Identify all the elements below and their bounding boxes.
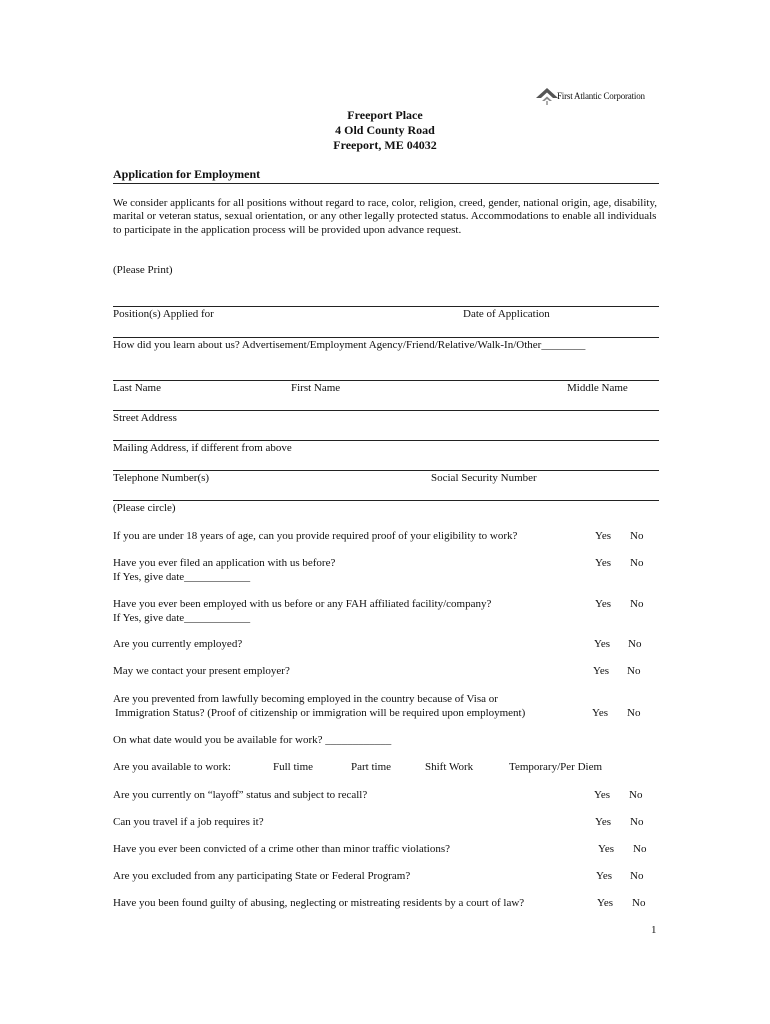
first-name-label: First Name [291,382,341,394]
logo-mark-icon [535,86,559,106]
question-guilty: Have you been found guilty of abusing, neglecting or mistreating residents by a court of law? [113,897,525,909]
header-line-1: Freeport Place [347,108,423,122]
question-excluded: Are you excluded from any participating State or Federal Program? [113,870,411,882]
ssn-label: Social Security Number [431,472,537,484]
answer-yes[interactable]: Yes [595,598,612,610]
circle-line [113,500,659,501]
question-filed-before: Have you ever filed an application with us before? [113,557,336,569]
telephone-line [113,470,659,471]
answer-yes[interactable]: Yes [595,530,612,542]
question-contact-employer: May we contact your present employer? [113,665,290,677]
how-learn-label: How did you learn about us? Advertisement/Employment Agency/Friend/Relative/Walk-In/Other________ [113,339,586,351]
answer-yes[interactable]: Yes [598,843,615,855]
answer-no[interactable]: No [630,557,644,569]
question-convicted: Have you ever been convicted of a crime other than minor traffic violations? [113,843,450,855]
answer-yes[interactable]: Yes [594,638,611,650]
question-travel: Can you travel if a job requires it? [113,816,264,828]
mailing-line [113,440,659,441]
answer-no[interactable]: No [630,530,644,542]
street-line [113,410,659,411]
please-print-note: (Please Print) [113,264,173,276]
title-divider [113,183,659,184]
telephone-label: Telephone Number(s) [113,472,210,484]
please-circle-note: (Please circle) [113,502,176,514]
question-visa-line2: Immigration Status? (Proof of citizenship or immigration will be required upon employment) [115,707,526,719]
option-temporary[interactable]: Temporary/Per Diem [509,761,603,773]
answer-no[interactable]: No [629,789,643,801]
name-line [113,380,659,381]
option-full-time[interactable]: Full time [273,761,314,773]
question-available-date: On what date would you be available for work? ____________ [113,734,392,746]
last-name-label: Last Name [113,382,161,394]
header-line-3: Freeport, ME 04032 [333,138,437,152]
question-available-to-work: Are you available to work: [113,761,231,773]
answer-yes[interactable]: Yes [592,707,609,719]
option-shift-work[interactable]: Shift Work [425,761,474,773]
employed-before-date: If Yes, give date____________ [113,612,251,624]
option-part-time[interactable]: Part time [351,761,392,773]
mailing-address-label: Mailing Address, if different from above [113,442,292,454]
logo-text: First Atlantic Corporation [557,91,645,101]
answer-no[interactable]: No [632,897,646,909]
answer-yes[interactable]: Yes [593,665,610,677]
answer-no[interactable]: No [630,816,644,828]
header-line-2: 4 Old County Road [335,123,435,137]
answer-yes[interactable]: Yes [596,870,613,882]
middle-name-label: Middle Name [567,382,628,394]
form-title: Application for Employment [113,167,261,181]
answer-no[interactable]: No [630,870,644,882]
date-of-application-label: Date of Application [463,308,550,320]
question-currently-employed: Are you currently employed? [113,638,243,650]
answer-yes[interactable]: Yes [595,557,612,569]
answer-no[interactable]: No [627,707,641,719]
question-visa-line1: Are you prevented from lawfully becoming employed in the country because of Visa or [113,693,498,705]
position-label: Position(s) Applied for [113,308,214,320]
filed-before-date: If Yes, give date____________ [113,571,251,583]
company-logo [535,86,655,106]
intro-statement: We consider applicants for all positions without regard to race, color, religion, creed, gender, national origin, age, disability, marital or veteran status, sexual orientation, or any other legally protected status. Accommodations to enable all individuals to participate in the application process will be provided upon advance request. [113,197,657,236]
question-under18: If you are under 18 years of age, can you provide required proof of your eligibility to work? [113,530,518,542]
answer-yes[interactable]: Yes [594,789,611,801]
position-line [113,306,659,307]
question-employed-before: Have you ever been employed with us before or any FAH affiliated facility/company? [113,598,492,610]
page-number: 1 [651,924,657,936]
answer-no[interactable]: No [630,598,644,610]
answer-yes[interactable]: Yes [597,897,614,909]
street-address-label: Street Address [113,412,177,424]
answer-yes[interactable]: Yes [595,816,612,828]
answer-no[interactable]: No [633,843,647,855]
how-learn-line [113,337,659,338]
answer-no[interactable]: No [627,665,641,677]
question-layoff: Are you currently on “layoff” status and subject to recall? [113,789,368,801]
answer-no[interactable]: No [628,638,642,650]
